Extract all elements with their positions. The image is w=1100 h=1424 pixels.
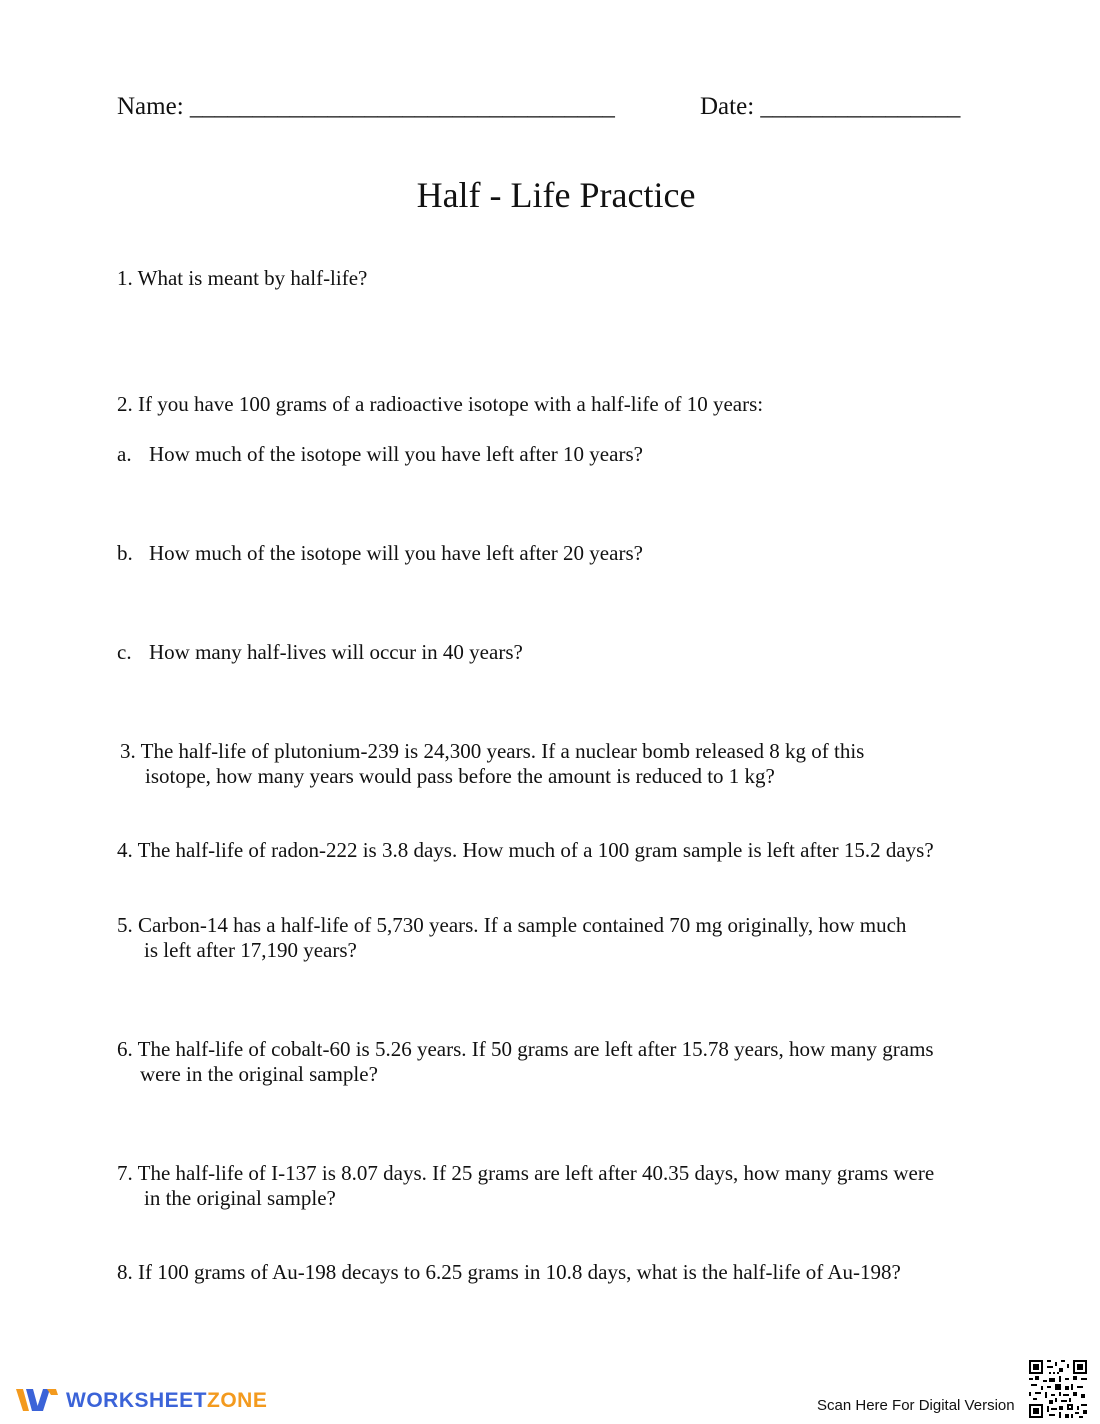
date-field-label: Date: ________________ bbox=[700, 93, 961, 120]
question-5-line-2: is left after 17,190 years? bbox=[144, 938, 357, 962]
question-2c bbox=[117, 639, 523, 665]
logo-word-zone: ZONE bbox=[207, 1389, 268, 1412]
question-2c-text: How many half-lives will occur in 40 years? bbox=[149, 640, 523, 664]
logo-wordmark bbox=[66, 1389, 267, 1413]
scan-instruction: Scan Here For Digital Version bbox=[817, 1397, 1015, 1414]
worksheetzone-logo[interactable] bbox=[14, 1384, 267, 1418]
question-2: 2. If you have 100 grams of a radioactive isotope with a half-life of 10 years: bbox=[117, 392, 764, 416]
question-2b-letter: b. bbox=[117, 541, 133, 565]
page-title: Half - Life Practice bbox=[416, 175, 696, 215]
question-8: 8. If 100 grams of Au-198 decays to 6.25 grams in 10.8 days, what is the half-life of Au-198? bbox=[117, 1260, 901, 1284]
w-logo-icon bbox=[14, 1385, 60, 1417]
logo-word-worksheet: WORKSHEET bbox=[66, 1389, 207, 1412]
question-7-line-2: in the original sample? bbox=[144, 1186, 336, 1210]
question-2a-letter: a. bbox=[117, 442, 132, 466]
question-2a bbox=[117, 441, 643, 467]
question-3-line-1: 3. The half-life of plutonium-239 is 24,300 years. If a nuclear bomb released 8 kg of this bbox=[120, 739, 865, 763]
question-2c-letter: c. bbox=[117, 640, 132, 664]
question-5-line-1: 5. Carbon-14 has a half-life of 5,730 years. If a sample contained 70 mg originally, how much bbox=[117, 913, 907, 937]
question-2b bbox=[117, 540, 643, 566]
question-2b-text: How much of the isotope will you have left after 20 years? bbox=[149, 541, 643, 565]
qr-code-icon[interactable] bbox=[1029, 1360, 1087, 1418]
question-7-line-1: 7. The half-life of I-137 is 8.07 days. If 25 grams are left after 40.35 days, how many grams were bbox=[117, 1161, 935, 1185]
question-6-line-2: were in the original sample? bbox=[140, 1062, 378, 1086]
name-field-label: Name: __________________________________ bbox=[117, 93, 615, 120]
question-4: 4. The half-life of radon-222 is 3.8 days. How much of a 100 gram sample is left after 15.2 days? bbox=[117, 838, 934, 862]
question-6-line-1: 6. The half-life of cobalt-60 is 5.26 years. If 50 grams are left after 15.78 years, how many grams bbox=[117, 1037, 934, 1061]
question-1: 1. What is meant by half-life? bbox=[117, 266, 368, 290]
question-3-line-2: isotope, how many years would pass before the amount is reduced to 1 kg? bbox=[145, 764, 775, 788]
question-2a-text: How much of the isotope will you have left after 10 years? bbox=[149, 442, 643, 466]
